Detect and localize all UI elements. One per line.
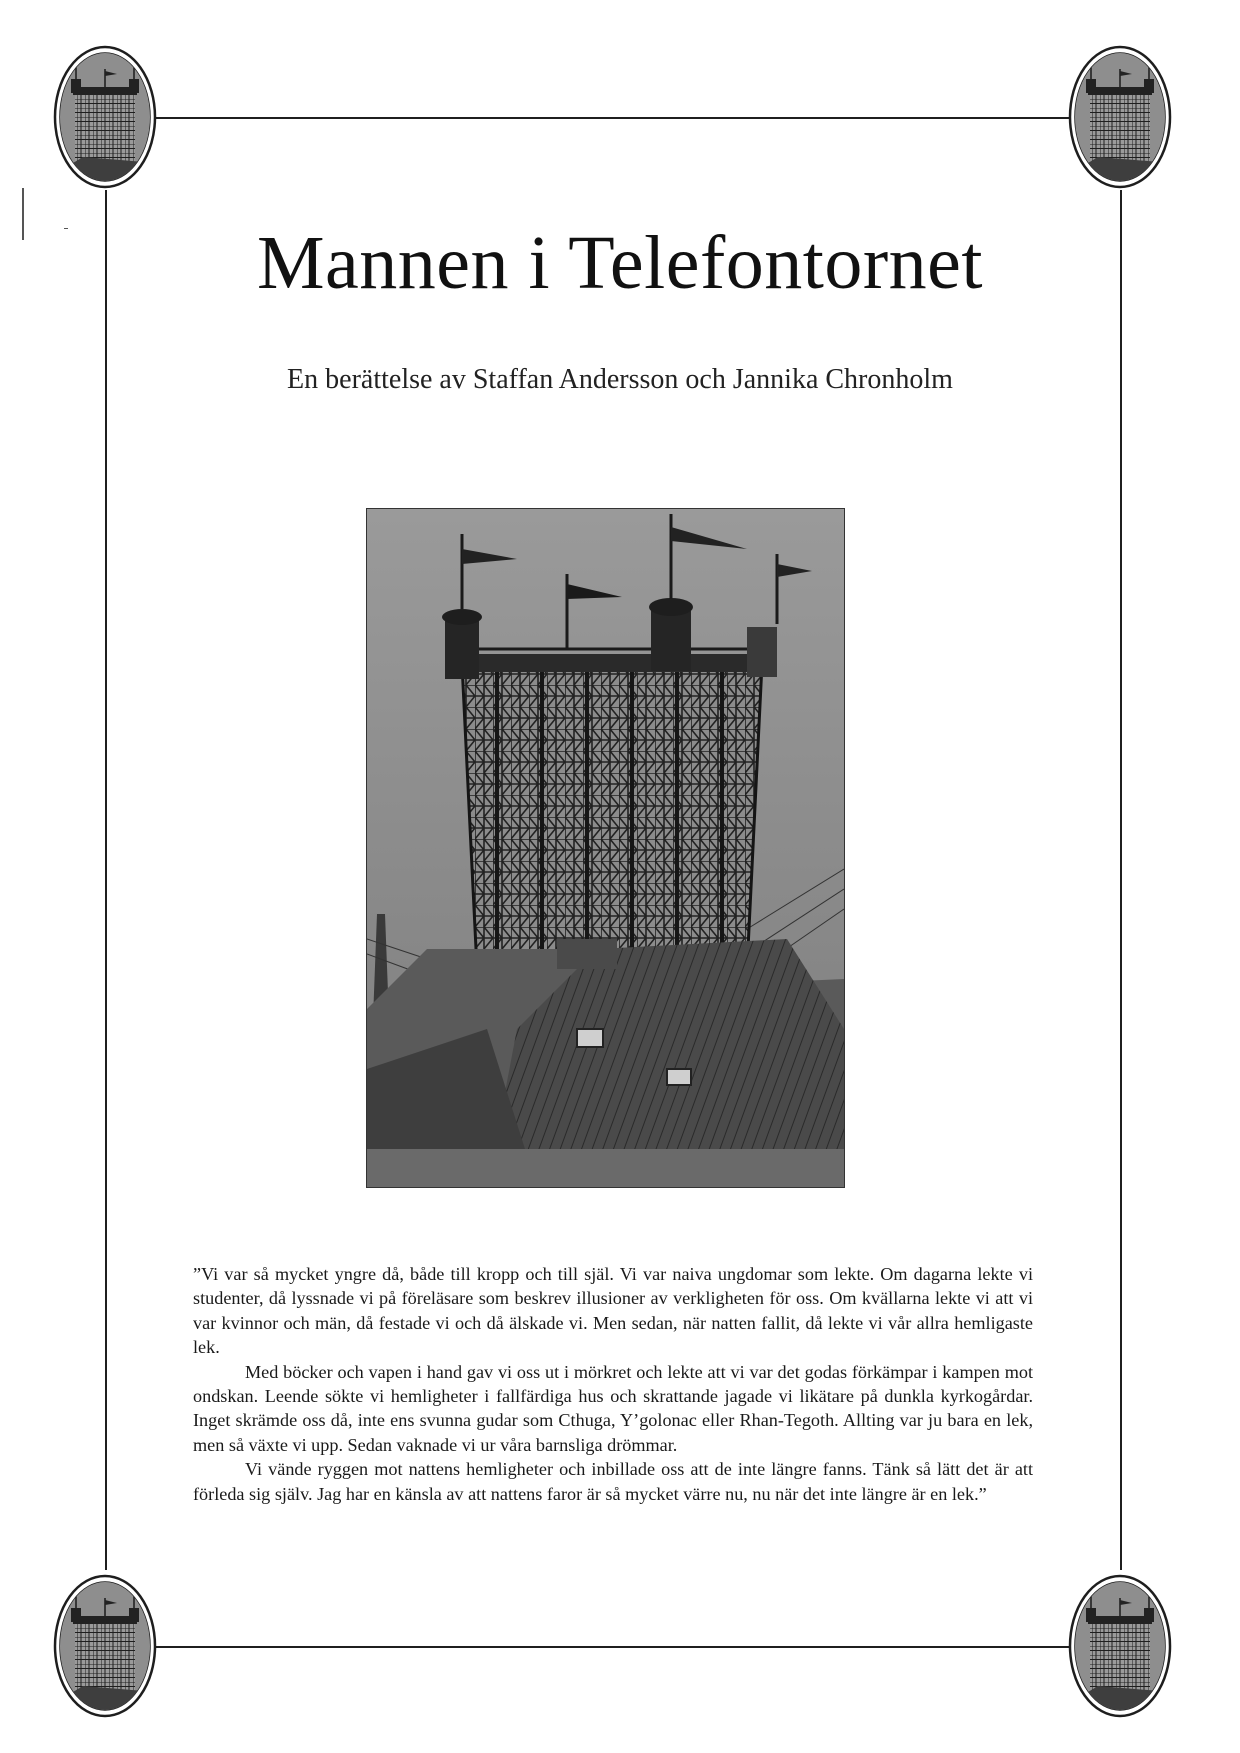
frame-line-left bbox=[105, 190, 107, 1570]
telephone-tower-medallion-icon bbox=[1068, 45, 1172, 189]
frame-line-right bbox=[1120, 190, 1122, 1570]
frame-line-top bbox=[150, 117, 1080, 119]
telephone-tower-photo bbox=[366, 508, 845, 1188]
paragraph: Med böcker och vapen i hand gav vi oss ut i mörkret och lekte att vi var det godas förkämpar i kampen mot ondskan. Leende sökte vi hemligheter i fallfärdiga hus och skrattande jagade vi likätare på dunkla kyrkogårdar. Inget skrämde oss då, inte ens svunna gudar som Cthuga, Y’golonac eller Rhan-Tegoth. Allting var ju bara en lek, men så växte vi upp. Sedan vaknade vi ur våra barnsliga drömmar. bbox=[193, 1361, 1033, 1455]
page-subtitle: En berättelse av Staffan Andersson och Jannika Chronholm bbox=[287, 364, 953, 395]
paragraph: ”Vi var så mycket yngre då, både till kropp och till själ. Vi var naiva ungdomar som lekte. Om dagarna lekte vi studenter, då lyssnade vi på föreläsare som beskrev illusioner av verkligheten för oss. Om kvällarna lekte vi att vi var kvinnor och män, då festade vi och då älskade vi. Men sedan, när natten fallit, då lekte vi vår allra hemligaste lek. bbox=[193, 1264, 1033, 1358]
paragraph: Vi vände ryggen mot nattens hemligheter och inbillade oss att de inte längre fanns. Tänk så lätt det är att förleda sig själv. Jag har en känsla av att nattens faror är så mycket värre nu, nu när det inte längre är en lek.” bbox=[193, 1459, 1033, 1504]
telephone-tower-medallion-icon bbox=[53, 45, 157, 189]
telephone-tower-medallion-icon bbox=[53, 1574, 157, 1718]
story-excerpt bbox=[193, 1262, 1033, 1506]
frame-line-bottom bbox=[150, 1646, 1080, 1648]
page-title: Mannen i Telefontornet bbox=[256, 221, 984, 305]
telephone-tower-medallion-icon bbox=[1068, 1574, 1172, 1718]
